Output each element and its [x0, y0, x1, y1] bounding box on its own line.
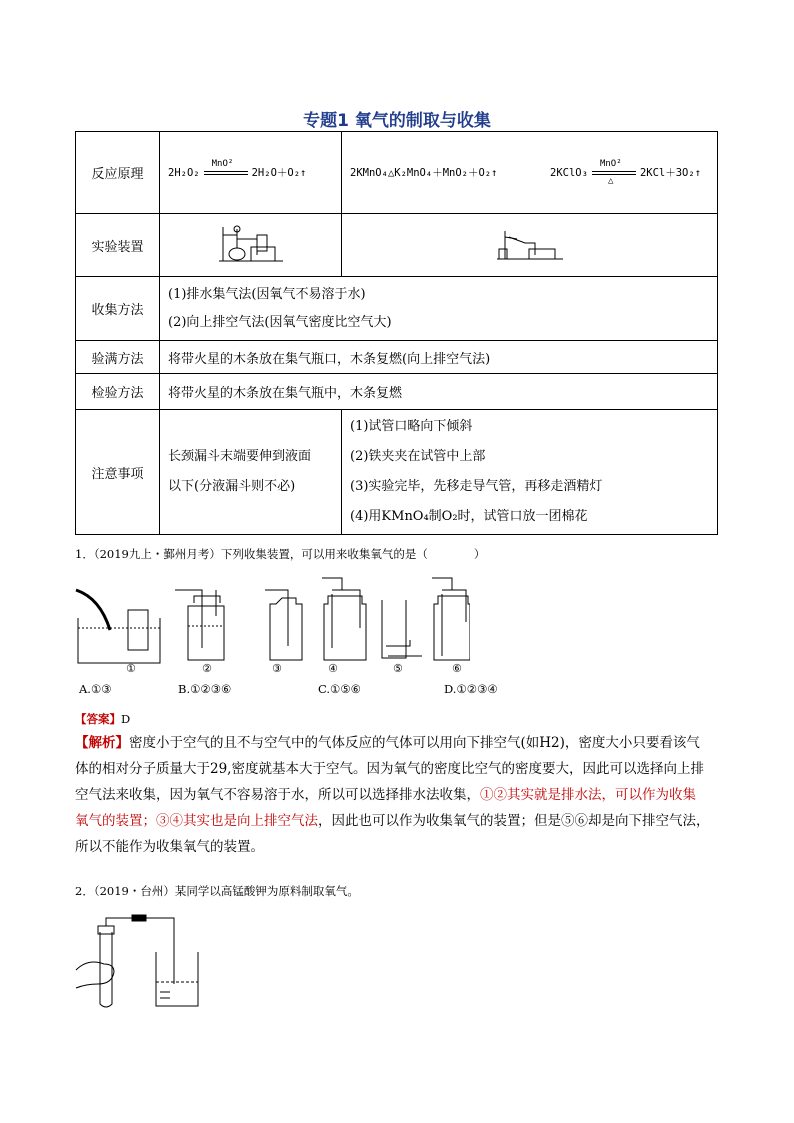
- row-label: 反应原理: [76, 132, 160, 214]
- note-line: (4)用KMnO₄制O₂时，试管口放一团棉花: [350, 509, 588, 524]
- analysis-text: 空气法来收集，因为氧气不容易溶于水，所以可以选择排水法收集，: [75, 787, 480, 803]
- eq-right: K₂MnO₄＋MnO₂＋O₂↑: [394, 166, 498, 179]
- row-label: 检验方法: [76, 374, 160, 410]
- option-a: A.①③: [79, 682, 112, 696]
- fig-label: ⑤: [393, 662, 403, 675]
- collect-item: (1)排水集气法(因氧气不易溶于水): [168, 286, 366, 302]
- row-label: 验满方法: [76, 341, 160, 374]
- eq-right: 2KCl＋3O₂↑: [639, 166, 702, 179]
- equation-group: [350, 143, 709, 203]
- equation-h2o2: [168, 159, 307, 179]
- eq-right: 2H₂O＋O₂↑: [251, 167, 307, 179]
- eq-left: 2KMnO₄: [350, 166, 388, 179]
- analysis-highlight: ①②其实就是排水法，可以作为收集: [480, 787, 696, 803]
- question-1-stem: 1．（2019九上・鄞州月考）下列收集装置，可以用来收集氧气的是（ ）: [75, 547, 486, 561]
- table-row: [76, 410, 718, 535]
- table-row: [76, 214, 718, 277]
- analysis-text: 密度小于空气的且不与空气中的气体反应的气体可以用向下排空气(如H2)，密度大小只要看该气: [129, 735, 700, 751]
- note-line: 以下(分液漏斗则不必): [168, 479, 296, 494]
- row-text: 将带火星的木条放在集气瓶口，木条复燃(向上排空气法): [160, 341, 718, 374]
- analysis-highlight: ③④其实也是向上排空气法: [156, 813, 318, 829]
- eq-cond: MnO²: [211, 159, 234, 169]
- notes-right: [342, 410, 718, 535]
- fig-label: ④: [328, 662, 338, 675]
- analysis-line: [75, 782, 725, 808]
- table-row: [76, 374, 718, 410]
- analysis-line: 所以不能作为收集氧气的装置。: [75, 839, 264, 855]
- eq-cond: MnO²: [599, 158, 622, 169]
- fig-label: ⑥: [452, 662, 462, 675]
- collect-item: (2)向上排空气法(因氧气密度比空气大): [168, 314, 392, 330]
- answer-line: [75, 711, 130, 727]
- option-b: B.①②③⑥: [178, 682, 232, 696]
- equation-kclo3: [550, 158, 702, 186]
- analysis-line: [75, 808, 725, 834]
- eq-left: 2KClO₃: [550, 166, 588, 179]
- collection-apparatus-figure: [70, 568, 470, 678]
- analysis-highlight: 氧气的装置；: [75, 813, 156, 829]
- fig-label: ②: [202, 662, 212, 675]
- kmno4-apparatus-icon: [495, 225, 565, 261]
- equation-kmno4: [350, 165, 497, 180]
- note-line: (2)铁夹夹在试管中上部: [350, 449, 486, 464]
- kmno4-test-figure: [74, 912, 214, 1012]
- row-label: 实验装置: [76, 214, 160, 277]
- answer-tag: 【答案】: [75, 712, 121, 726]
- note-line: (1)试管口略向下倾斜: [350, 419, 473, 434]
- eq-arrow: [592, 158, 636, 186]
- eq-left: 2H₂O₂: [168, 167, 200, 179]
- row-label: 收集方法: [76, 277, 160, 341]
- note-line: 长颈漏斗末端要伸到液面: [168, 449, 312, 464]
- apparatus-image-1: [160, 214, 342, 277]
- apparatus-image-2: [342, 214, 718, 277]
- summary-table: [75, 131, 718, 535]
- option-c: C.①⑤⑥: [318, 682, 361, 696]
- eq-cond: △: [387, 166, 395, 179]
- collect-methods: [160, 277, 718, 341]
- row-label: 注意事项: [76, 410, 160, 535]
- h2o2-apparatus-icon: [213, 221, 289, 265]
- notes-left: [160, 410, 342, 535]
- analysis-tag: 【解析】: [75, 735, 129, 751]
- analysis-line: 体的相对分子质量大于29,密度就基本大于空气。因为氧气的密度比空气的密度要大，因此可以选择向上排: [75, 761, 704, 777]
- eq-arrow: [204, 159, 248, 175]
- option-d: D.①②③④: [444, 682, 498, 696]
- question-2-stem: 2．（2019・台州）某同学以高锰酸钾为原料制取氧气。: [75, 884, 359, 898]
- analysis-block: [75, 730, 725, 860]
- equation-cell: [160, 132, 342, 214]
- row-text: 将带火星的木条放在集气瓶中，木条复燃: [160, 374, 718, 410]
- fig-label: ①: [126, 662, 136, 675]
- note-line: (3)实验完毕，先移走导气管，再移走酒精灯: [350, 479, 603, 494]
- table-row: [76, 277, 718, 341]
- fig-label: ③: [272, 662, 282, 675]
- equation-cell: [342, 132, 718, 214]
- table-row: [76, 132, 718, 214]
- page-title: 专题1 氧气的制取与收集: [303, 111, 491, 131]
- answer-value: D: [121, 712, 131, 726]
- table-row: [76, 341, 718, 374]
- analysis-text: ，因此也可以作为收集氧气的装置；但是⑤⑥却是向下排空气法，: [318, 813, 710, 829]
- eq-cond2: △: [607, 175, 614, 186]
- analysis-line: [75, 730, 725, 756]
